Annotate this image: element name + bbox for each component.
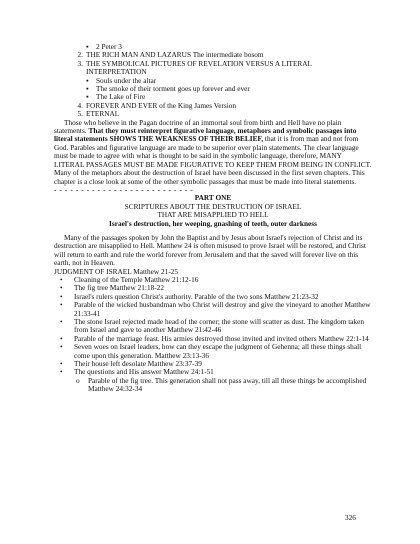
numbered-list (71, 51, 372, 76)
bullet-icon: • (60, 291, 63, 301)
square-bullet-icon: ▪ (86, 84, 89, 94)
list-item-text: Their house left desolate Matthew 23:37-39 (74, 359, 202, 369)
list-item (74, 377, 372, 394)
bullet-icon: • (60, 283, 63, 293)
bullet-icon: • (60, 359, 63, 369)
judgment-bullet-list (54, 276, 372, 377)
bullet-icon: • (60, 317, 63, 326)
intro-text-continued: that it is from man and not from God. Parables and figurative language are made to be superior over plain statements. The clear language must be made to agree with what is thought to be said in the symbolic language, therefore, MANY LITERAL PASSAGES MUST BE MADE FIGURATIVE TO KEEP THEM FROM BEING IN CONFLICT. Many of the metaphors about the destruction of Israel have been discussed in the first seven chapters. This chapter is a close look at some of the other symbolic passages that must be made into literal statements. (54, 134, 372, 186)
list-item-text: Israel's rulers question Christ's authority. Parable of the two sons Matthew 21:23-32 (74, 291, 319, 301)
list-item (54, 343, 372, 360)
list-item-text: Parable of the marriage feast. His armies destroyed those invited and invited others Matthew 22:1-14 (74, 333, 369, 343)
part-heading: PART ONE (194, 193, 232, 203)
divider-line: - - - - - - - - - - - - - - - - - - - - - - - - - - (54, 184, 194, 194)
list-item (71, 110, 372, 118)
bullet-icon: • (60, 274, 63, 284)
nested-sub-list (74, 377, 372, 394)
square-bullet-icon: ▪ (86, 42, 89, 51)
intro-text: Those who believe in the Pagan doctrine of an immortal soul from birth and Hell have no plain statements. (54, 117, 342, 136)
list-item-text: ETERNAL (86, 109, 120, 119)
body-paragraph: Many of the passages spoken by John the Baptist and by Jesus about Israel's rejection of Christ and its destruction are misapplied to Hell. Matthew 24 is often misused to prove Israel will be restored, and Christ will return to earth and rule the world forever from Jerusalem and that the saved will forever live on this earth, not in Heaven. (54, 232, 366, 268)
list-item (54, 318, 372, 335)
list-item-text: FOREVER AND EVER of the King James Version (86, 100, 237, 110)
sub-bullet-list (86, 77, 372, 102)
list-item-text: The fig tree Matthew 21:18-22 (74, 283, 164, 293)
list-item-text: The questions and His answer Matthew 24:1-51 (74, 367, 214, 377)
circle-bullet-icon: o (76, 375, 80, 385)
list-item-text: 2 Peter 3 (96, 42, 122, 51)
list-number: 4. (77, 100, 83, 110)
list-item-text: The Lake of Fire (96, 92, 146, 102)
square-bullet-icon: ▪ (86, 92, 89, 102)
list-item-text: Parable of the fig tree. This generation shall not pass away, till all these things be accomplished Matthew 24:32-34 (88, 375, 367, 394)
part-subtitle: Israel's destruction, her weeping, gnashing of teeth, outer darkness (109, 218, 317, 228)
page-text (54, 43, 372, 394)
list-item (54, 301, 372, 318)
numbered-list-continued (71, 102, 372, 119)
square-bullet-icon: ▪ (86, 75, 89, 85)
list-item-text: The smoke of their torment goes up forever and ever (96, 84, 250, 94)
bullet-icon: • (60, 342, 63, 352)
page-number: 326 (345, 513, 356, 522)
list-item-text: Parable of the wicked husbandman who Christ will destroy and give the vineyard to another Matthew 21:33-41 (74, 300, 371, 318)
list-item-text: THE SYMBOLICAL PICTURES OF REVELATION VERSUS A LITERAL INTERPRETATION (86, 58, 312, 77)
list-item-text: Cleaning of the Temple Matthew 21:12-16 (74, 274, 199, 284)
list-number: 3. (77, 58, 83, 68)
judgment-label: JUDGMENT OF ISRAEL Matthew 21-25 (54, 266, 179, 276)
list-number: 5. (77, 109, 83, 119)
intro-bold-text: That they must reinterpret figurative language, metaphors and symbolic passages into literal statements SHOWS THE WEAKNESS OF THEIR BELIEF, (54, 126, 357, 144)
bullet-icon: • (60, 333, 63, 343)
list-item (71, 60, 372, 77)
list-item-text: Souls under the altar (96, 75, 157, 85)
bullet-icon: • (60, 300, 63, 310)
list-number: 2. (77, 50, 83, 60)
list-item-text: Seven woes on Israel leaders, how can they escape the judgment of Gehenna; all these things shall come upon this generation. Matthew 23:13-36 (74, 342, 362, 360)
bullet-icon: • (60, 367, 63, 377)
part-title-line-1: SCRIPTURES ABOUT THE DESTRUCTION OF ISRAEL (124, 201, 302, 211)
part-title-line-2: THAT ARE MISAPPLIED TO HELL (157, 210, 269, 220)
list-item-text: The stone Israel rejected made head of the corner; the stone will scatter as dust. The kingdom taken from Israel and gave to another Matthew 21:42-46 (74, 317, 365, 335)
intro-paragraph (54, 119, 372, 186)
list-item-text: THE RICH MAN AND LAZARUS The intermediate bosom (86, 50, 264, 60)
